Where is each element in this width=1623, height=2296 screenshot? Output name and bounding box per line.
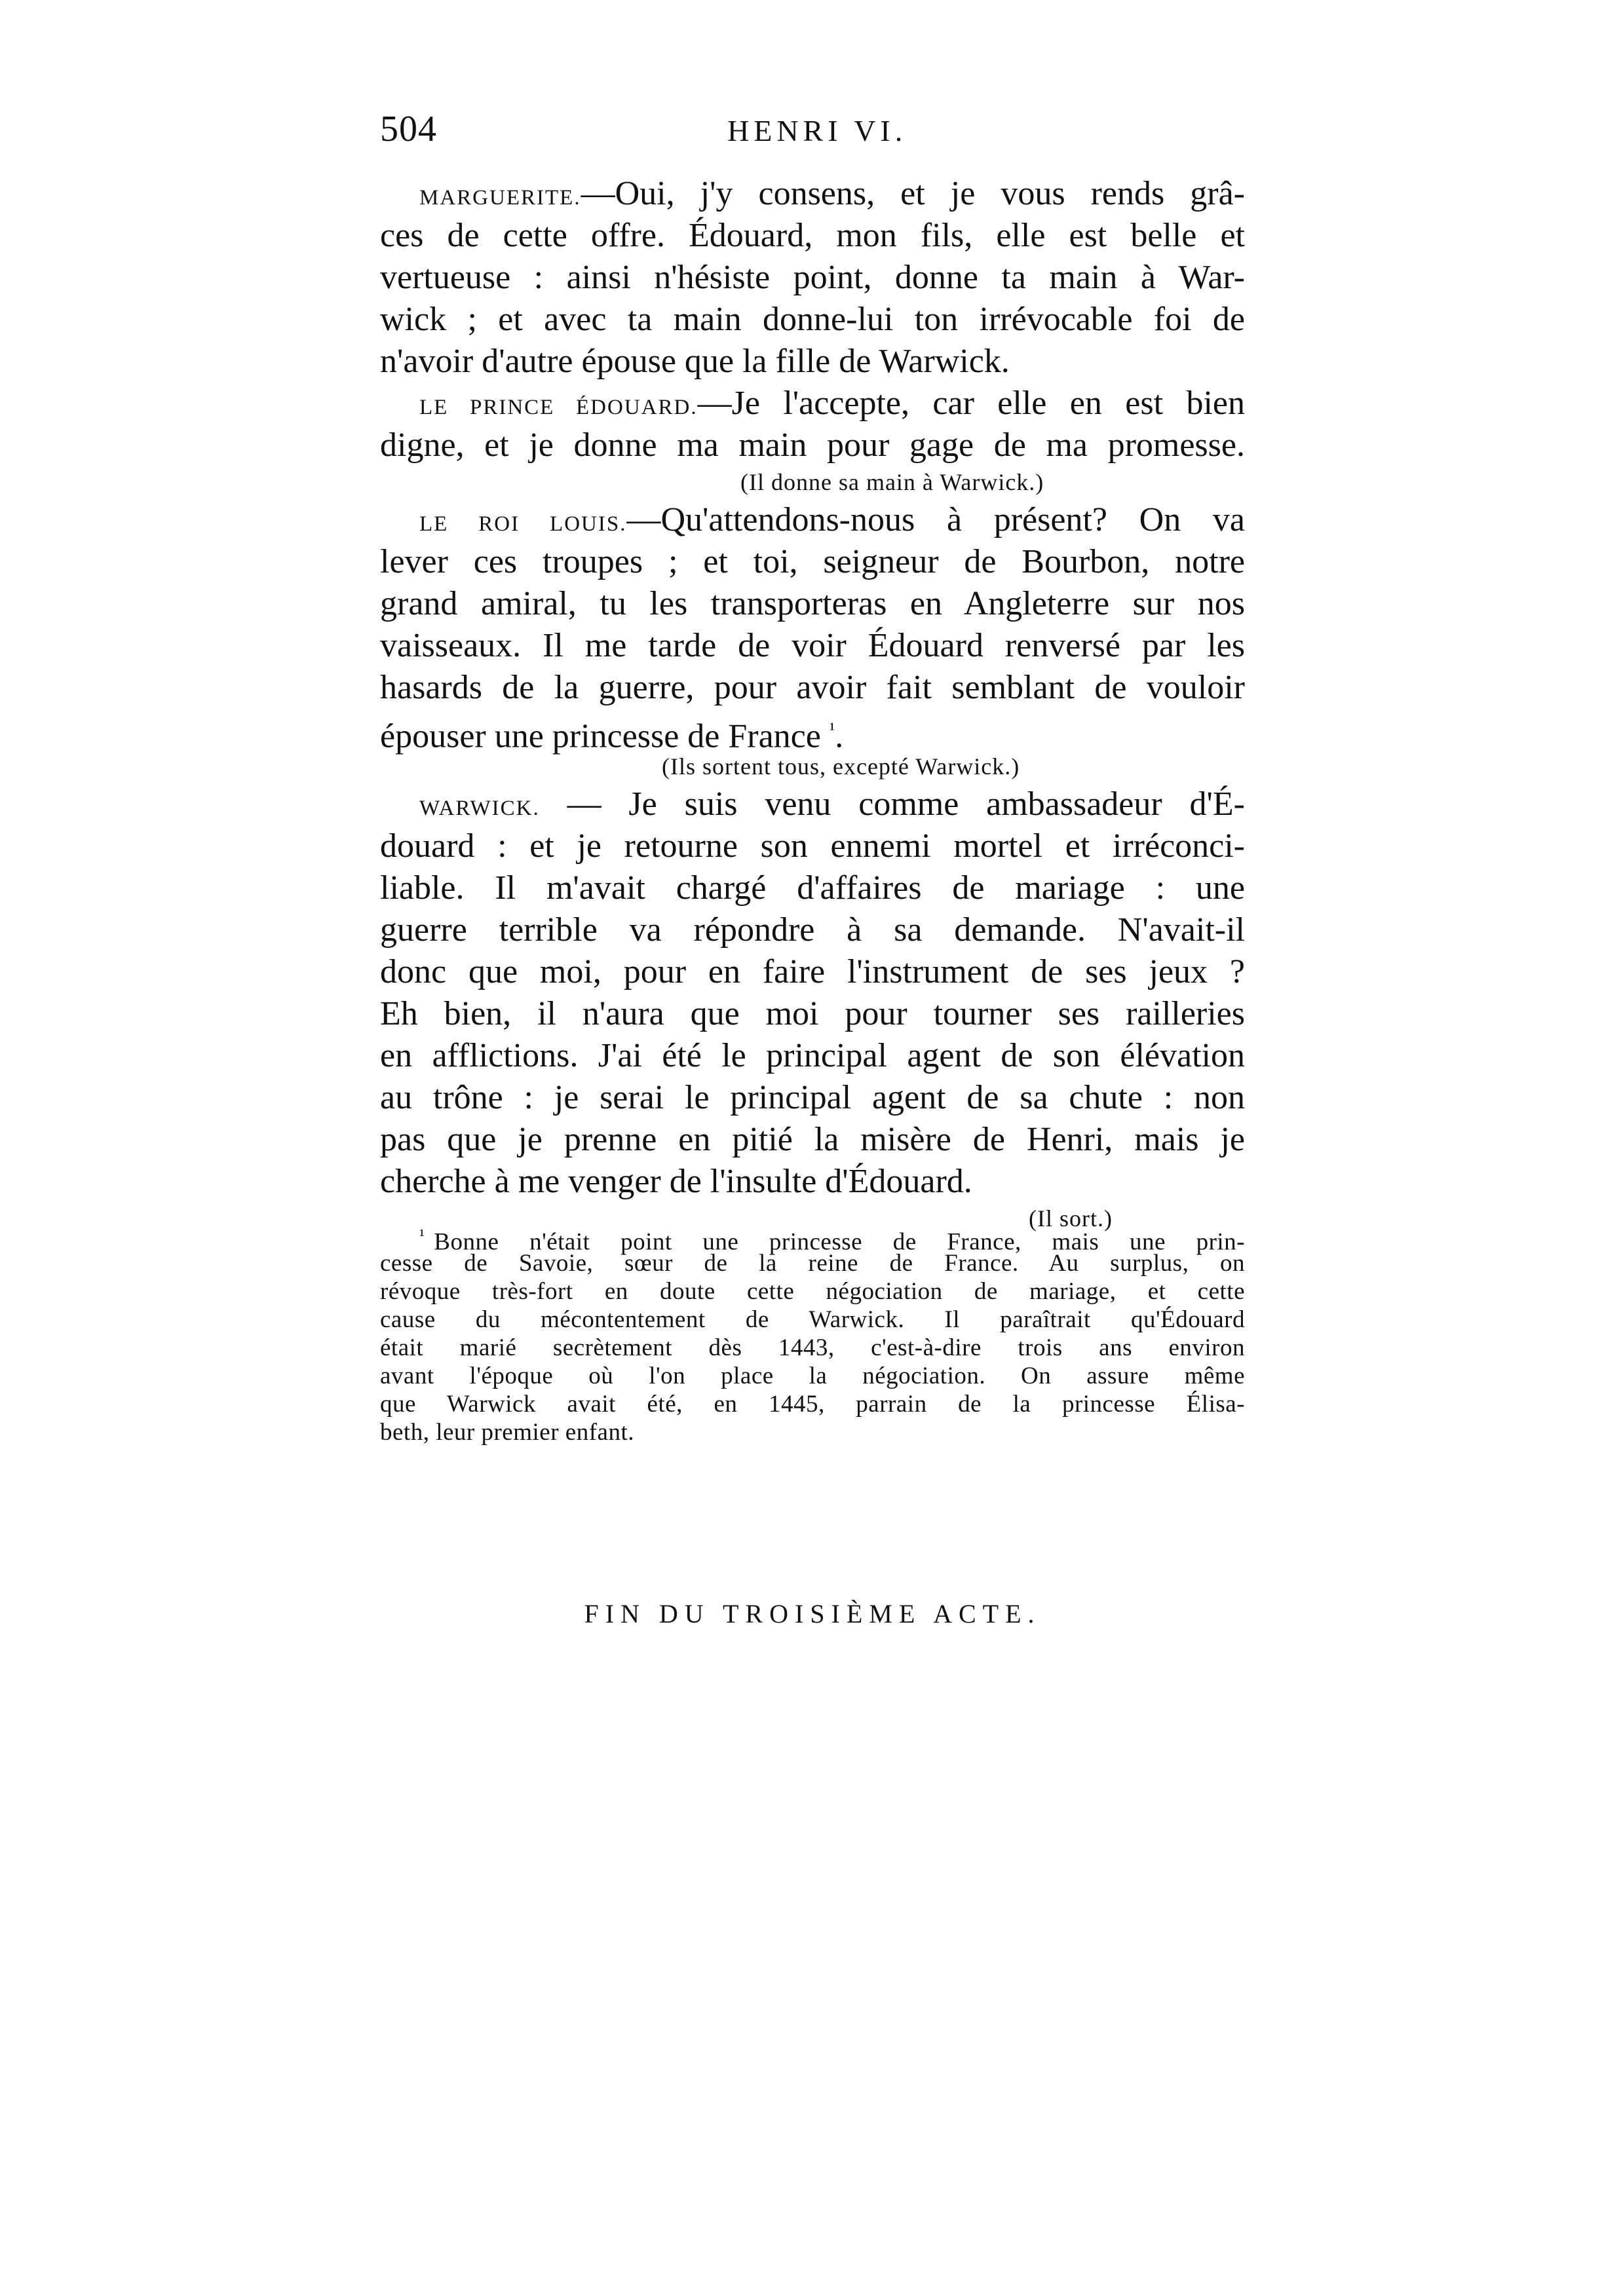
speech-line: n'avoir d'autre épouse que la fille de Warwick. <box>380 343 1010 380</box>
end-of-act: FIN DU TROISIÈME ACTE. <box>584 1599 1041 1628</box>
speech-roi-louis <box>380 499 1245 783</box>
speech-line: cherche à me venger de l'insulte d'Édouard. <box>380 1163 972 1200</box>
page-number: 504 <box>380 109 437 149</box>
footnote-reference: ¹ <box>829 719 835 740</box>
footnote-line: que Warwick avait été, en 1445, parrain de la princesse Élisa- <box>380 1391 1245 1418</box>
running-title: HENRI VI. <box>727 114 907 147</box>
speech-line: LE ROI LOUIS.—Qu'attendons-nous à présent? On va <box>419 501 1245 538</box>
footnote-line: beth, leur premier enfant. <box>380 1419 634 1446</box>
speech-line: WARWICK. — Je suis venu comme ambassadeur d'É- <box>419 785 1245 823</box>
stage-direction: (Il donne sa main à Warwick.) <box>740 469 1044 495</box>
speaker-name: LE PRINCE ÉDOUARD. <box>419 396 698 419</box>
speech-line: guerre terrible va répondre à sa demande. N'avait-il <box>380 911 1245 949</box>
speech-line: vaisseaux. Il me tarde de voir Édouard renversé par les <box>380 627 1245 664</box>
speech-line: hasards de la guerre, pour avoir fait semblant de vouloir <box>380 669 1245 706</box>
speech-line: LE PRINCE ÉDOUARD.—Je l'accepte, car elle en est bien <box>419 385 1245 422</box>
footnote <box>380 1221 1245 1446</box>
speech-line: digne, et je donne ma main pour gage de ma promesse. <box>380 426 1245 464</box>
speech-line: au trône : je serai le principal agent de sa chute : non <box>380 1079 1245 1116</box>
speech-line: douard : et je retourne son ennemi mortel et irréconci- <box>380 827 1245 865</box>
speaker-name: WARWICK. <box>419 797 540 820</box>
speech-line: lever ces troupes ; et toi, seigneur de Bourbon, notre <box>380 543 1245 580</box>
speech-line: ces de cette offre. Édouard, mon fils, elle est belle et <box>380 217 1245 254</box>
footnote-line: avant l'époque où l'on place la négociation. On assure même <box>380 1363 1245 1389</box>
footnote-line: $^{^1}$ Bonne n'était point une princesse de France, mais une prin- <box>419 1226 1245 1256</box>
speaker-name: MARGUERITE. <box>419 186 581 210</box>
footnote-line: cause du mécontentement de Warwick. Il paraîtrait qu'Édouard <box>380 1306 1245 1333</box>
speech-line: vertueuse : ainsi n'hésiste point, donne ta main à War- <box>380 259 1245 296</box>
footnote-line: était marié secrètement dès 1443, c'est-à-dire trois ans environ <box>380 1334 1245 1361</box>
stage-direction: (Ils sortent tous, excepté Warwick.) <box>662 753 1020 780</box>
speech-line: wick ; et avec ta main donne-lui ton irrévocable foi de <box>380 301 1245 338</box>
speech-line: grand amiral, tu les transporteras en Angleterre sur nos <box>380 585 1245 622</box>
speech-line: Eh bien, il n'aura que moi pour tourner ses railleries <box>380 995 1245 1032</box>
speech-prince-edouard <box>380 383 1245 499</box>
play-text <box>380 173 1245 1235</box>
speech-warwick <box>380 783 1245 1235</box>
speech-marguerite <box>380 173 1245 383</box>
footnote-line: cesse de Savoie, sœur de la reine de France. Au surplus, on <box>380 1250 1245 1277</box>
speech-line: épouser une princesse de France $^{^1}$. <box>380 717 844 755</box>
footnote-marker: ¹ <box>419 1226 425 1245</box>
speech-line: pas que je prenne en pitié la misère de Henri, mais je <box>380 1121 1245 1158</box>
speech-line: donc que moi, pour en faire l'instrument de ses jeux ? <box>380 953 1245 990</box>
speech-line: MARGUERITE.—Oui, j'y consens, et je vous rends grâ- <box>419 175 1245 212</box>
page-header <box>380 108 1245 160</box>
footnote-line: révoque très-fort en doute cette négociation de mariage, et cette <box>380 1278 1245 1305</box>
stage-direction: (Il sort.) <box>1029 1205 1113 1232</box>
speaker-name: LE ROI LOUIS. <box>419 512 627 536</box>
speech-line: en afflictions. J'ai été le principal agent de son élévation <box>380 1037 1245 1074</box>
speech-line: liable. Il m'avait chargé d'affaires de mariage : une <box>380 869 1245 907</box>
